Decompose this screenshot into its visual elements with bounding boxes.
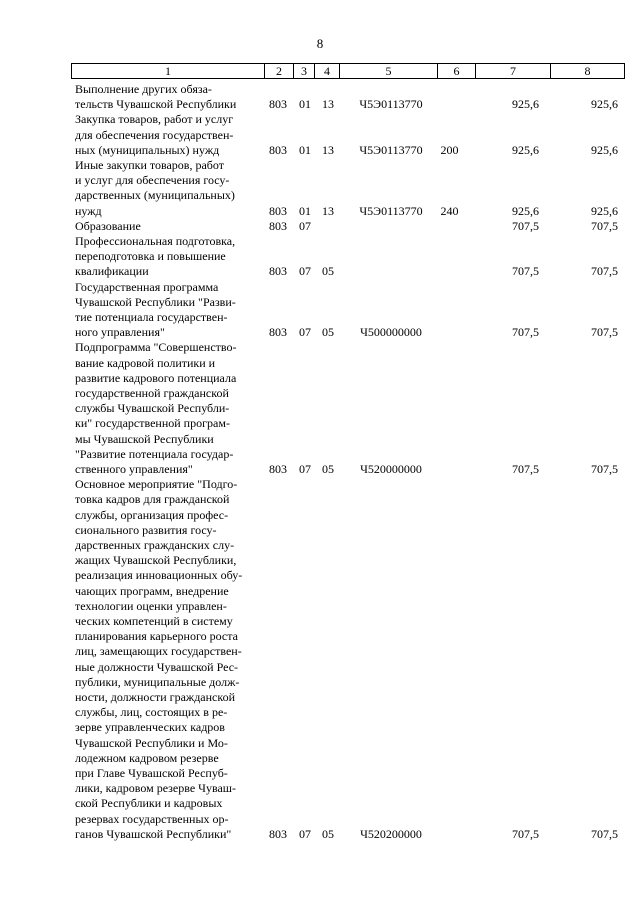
cell-target-article: Ч520200000 — [360, 826, 422, 841]
cell-amount-2: 707,5 — [591, 218, 618, 233]
header-col-8: 8 — [584, 64, 591, 78]
cell-admin-code: 803 — [269, 142, 287, 157]
row-description: Иные закупки товаров, работ и услуг для обеспечения госу- дарственных (муниципальных) нужд — [75, 158, 235, 218]
row-description: Основное мероприятие "Подго- товка кадров для гражданской службы, организация профес- сионального развития госу- дарственных гражданских слу- жащих Чувашской Республики, реализация инновационных обу- чающих программ, внедрение технологии оценки управлен- ческих компетенций в систему планирования карьерного роста лиц, замещающих государствен- ные должности Чувашской Рес- публики, муниципальные долж- ности, должности гражданской службы, лиц, состоящих в ре- зерве управленческих кадров Чувашской Республики и Мо- лодежном кадровом резерве при Главе Чувашской Респуб- лики, кадровом резерве Чуваш- ской Республики и кадровых резервах государственных ор- ганов Чувашской Республики" — [75, 477, 243, 841]
cell-admin-code: 803 — [269, 461, 287, 476]
cell-amount-2: 925,6 — [591, 203, 618, 218]
cell-amount-1: 707,5 — [512, 218, 539, 233]
cell-subsection: 05 — [322, 264, 334, 279]
cell-target-article: Ч5Э0113770 — [359, 142, 423, 157]
header-col-5: 5 — [340, 64, 438, 78]
cell-subsection: 05 — [322, 325, 334, 340]
cell-amount-2: 707,5 — [591, 325, 618, 340]
cell-admin-code: 803 — [269, 203, 287, 218]
cell-amount-2: 925,6 — [591, 142, 618, 157]
page-number: 8 — [316, 36, 324, 51]
cell-subsection: 13 — [322, 203, 334, 218]
cell-target-article: Ч500000000 — [360, 325, 422, 340]
cell-amount-2: 925,6 — [591, 97, 618, 112]
cell-amount-1: 925,6 — [512, 97, 539, 112]
cell-admin-code: 803 — [269, 325, 287, 340]
header-col-6: 6 — [438, 64, 476, 78]
row-description: Профессиональная подготовка, переподготовка и повышение квалификации — [75, 234, 236, 279]
cell-subsection: 13 — [322, 142, 334, 157]
cell-admin-code: 803 — [269, 218, 287, 233]
cell-section: 01 — [299, 203, 311, 218]
header-col-3: 3 — [294, 64, 315, 78]
cell-admin-code: 803 — [269, 826, 287, 841]
row-description: Подпрограмма "Совершенство- вание кадровой политики и развитие кадрового потенциала государственной гражданской службы Чувашской Республи- ки" государственной програм- мы Чувашской Республики "Развитие потенциала государ- ственного управления" — [75, 340, 237, 477]
cell-expense-type: 200 — [440, 142, 459, 157]
header-col-1: 1 — [72, 64, 265, 78]
cell-section: 07 — [299, 264, 311, 279]
cell-target-article: Ч5Э0113770 — [359, 203, 423, 218]
cell-section: 07 — [299, 218, 311, 233]
cell-amount-1: 925,6 — [512, 203, 539, 218]
cell-amount-2: 707,5 — [591, 826, 618, 841]
cell-amount-2: 707,5 — [591, 264, 618, 279]
header-col-2: 2 — [265, 64, 294, 78]
row-description: Закупка товаров, работ и услуг для обеспечения государствен- ных (муниципальных) нужд — [75, 112, 234, 157]
cell-amount-1: 707,5 — [512, 461, 539, 476]
cell-subsection: 05 — [322, 826, 334, 841]
cell-expense-type: 240 — [440, 203, 459, 218]
cell-admin-code: 803 — [269, 97, 287, 112]
cell-target-article: Ч5Э0113770 — [359, 97, 423, 112]
cell-section: 01 — [299, 97, 311, 112]
row-description: Образование — [75, 218, 141, 233]
cell-amount-2: 707,5 — [591, 461, 618, 476]
cell-section: 07 — [299, 826, 311, 841]
cell-subsection: 05 — [322, 461, 334, 476]
cell-amount-1: 925,6 — [512, 142, 539, 157]
header-col-4: 4 — [315, 64, 340, 78]
cell-section: 07 — [299, 325, 311, 340]
cell-amount-1: 707,5 — [512, 826, 539, 841]
cell-subsection: 13 — [322, 97, 334, 112]
cell-amount-1: 707,5 — [512, 325, 539, 340]
cell-target-article: Ч520000000 — [360, 461, 422, 476]
table-header — [71, 63, 625, 79]
cell-section: 07 — [299, 461, 311, 476]
cell-admin-code: 803 — [269, 264, 287, 279]
row-description: Государственная программа Чувашской Республики "Разви- тие потенциала государствен- ного управления" — [75, 279, 236, 340]
row-description: Выполнение других обяза- тельств Чувашской Республики — [75, 82, 237, 112]
header-col-7: 7 — [476, 64, 551, 78]
cell-amount-1: 707,5 — [512, 264, 539, 279]
cell-section: 01 — [299, 142, 311, 157]
